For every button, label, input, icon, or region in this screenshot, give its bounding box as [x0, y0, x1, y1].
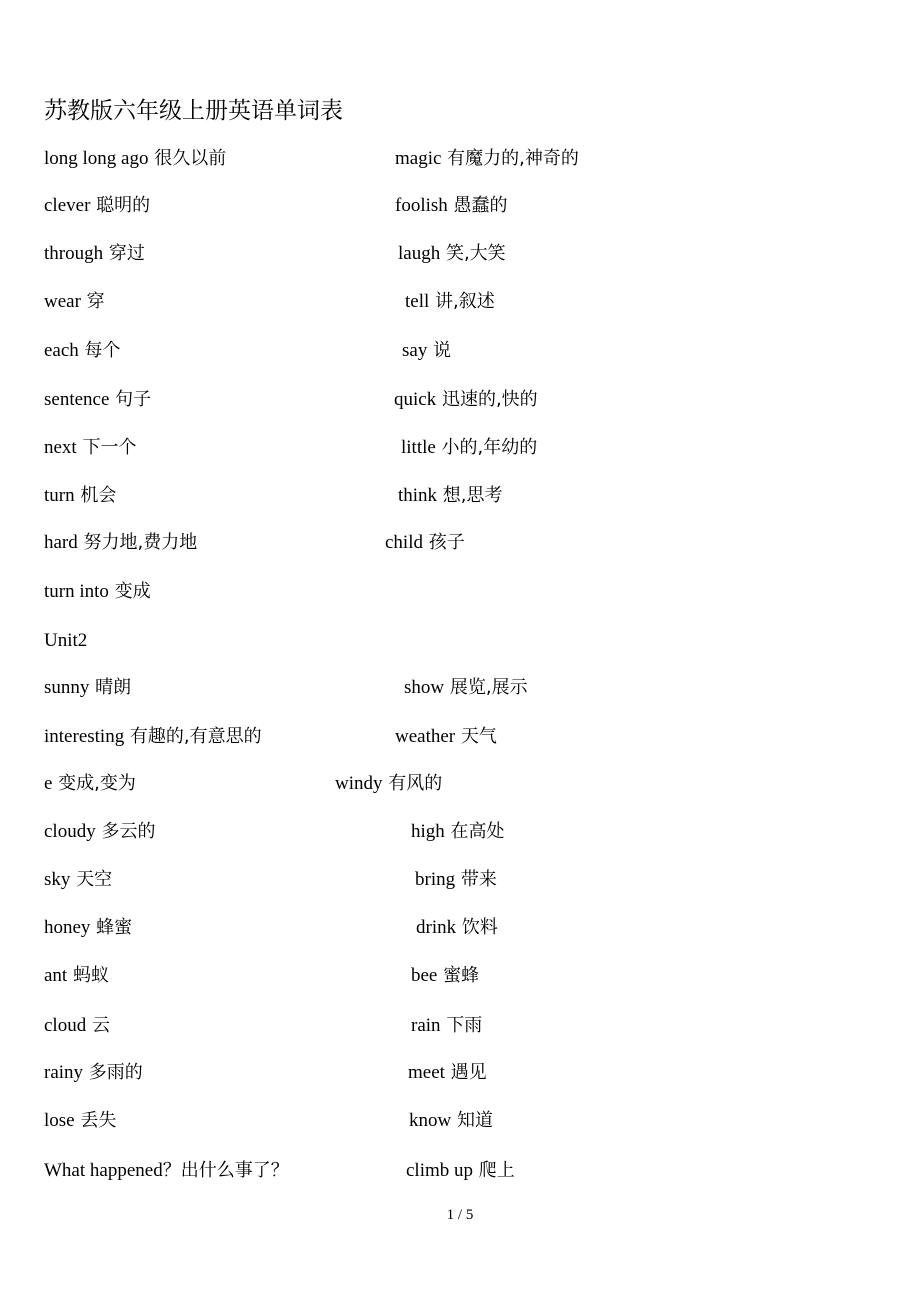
chinese-meaning: 迅速的,快的 — [436, 389, 538, 410]
chinese-meaning: 晴朗 — [89, 677, 132, 698]
english-word: e — [44, 773, 53, 794]
english-word: drink — [416, 917, 457, 938]
english-word: tell — [405, 291, 430, 312]
english-word: clever — [44, 195, 91, 216]
chinese-meaning: 穿过 — [103, 243, 145, 264]
english-word: windy — [335, 773, 383, 794]
english-word: child — [385, 532, 423, 553]
vocab-entry-right — [411, 820, 505, 844]
english-word: bee — [411, 965, 438, 986]
vocab-entry-left — [44, 194, 150, 218]
vocab-entry-left — [44, 147, 226, 171]
english-word: honey — [44, 917, 91, 938]
english-word: each — [44, 340, 79, 361]
english-word: ant — [44, 965, 68, 986]
vocab-entry-right — [411, 1014, 482, 1038]
chinese-meaning: 在高处 — [444, 821, 505, 842]
vocab-entry-right — [394, 388, 538, 412]
english-word: rainy — [44, 1062, 84, 1083]
vocab-entry-right — [409, 1109, 493, 1133]
vocab-entry-right — [395, 194, 508, 218]
chinese-meaning: 孩子 — [423, 532, 465, 553]
english-word: interesting — [44, 726, 125, 747]
vocab-entry-right — [401, 436, 537, 460]
vocab-entry-right — [411, 964, 479, 988]
english-word: sentence — [44, 389, 110, 410]
vocab-entry-left — [44, 820, 155, 844]
vocab-entry-left — [44, 1014, 110, 1038]
chinese-meaning: 讲,叙述 — [429, 291, 495, 312]
english-word: next — [44, 437, 77, 458]
chinese-meaning: 说 — [427, 340, 452, 361]
vocab-entry-left — [44, 1159, 289, 1183]
chinese-meaning: 多云的 — [95, 821, 156, 842]
english-word: rain — [411, 1015, 441, 1036]
vocab-entry-right — [406, 1159, 515, 1183]
english-word: magic — [395, 148, 442, 169]
chinese-meaning: 蜂蜜 — [90, 917, 133, 938]
chinese-meaning: 愚蠢的 — [447, 195, 508, 216]
chinese-meaning: 丢失 — [74, 1110, 117, 1131]
english-word: turn into — [44, 581, 109, 602]
english-word: know — [409, 1110, 452, 1131]
chinese-meaning: 穿 — [80, 291, 105, 312]
vocab-entry-left — [44, 772, 136, 796]
chinese-meaning: 下一个 — [76, 437, 137, 458]
vocab-entry-left — [44, 290, 105, 314]
chinese-meaning: 天气 — [455, 726, 497, 747]
chinese-meaning: 很久以前 — [148, 148, 227, 169]
chinese-meaning: 多雨的 — [83, 1062, 143, 1083]
vocab-entry-left — [44, 242, 145, 266]
english-word: show — [404, 677, 445, 698]
chinese-meaning: 带来 — [455, 869, 497, 890]
english-word: laugh — [398, 243, 441, 264]
chinese-meaning: 蜜蜂 — [437, 965, 480, 986]
english-word: long long ago — [44, 148, 149, 169]
chinese-meaning: 变成,变为 — [52, 773, 136, 794]
chinese-meaning: 云 — [86, 1015, 110, 1036]
chinese-meaning: 句子 — [109, 389, 152, 410]
vocab-entry-left — [44, 484, 116, 508]
english-word: lose — [44, 1110, 75, 1131]
english-word: through — [44, 243, 104, 264]
english-word: little — [401, 437, 436, 458]
vocab-entry-right — [395, 725, 497, 749]
chinese-meaning: 知道 — [451, 1110, 493, 1131]
chinese-meaning: 有风的 — [382, 773, 443, 794]
page-title: 苏教版六年级上册英语单词表 — [44, 98, 343, 124]
english-word: say — [402, 340, 428, 361]
vocab-entry-left — [44, 676, 131, 700]
chinese-meaning: ？出什么事了？ — [162, 1160, 289, 1181]
english-word: sky — [44, 869, 71, 890]
english-word: Unit2 — [44, 630, 88, 651]
english-word: hard — [44, 532, 78, 553]
english-word: wear — [44, 291, 81, 312]
vocab-entry-left — [44, 580, 151, 604]
chinese-meaning: 小的,年幼的 — [435, 437, 538, 458]
english-word: cloudy — [44, 821, 96, 842]
chinese-meaning: 爬上 — [473, 1160, 515, 1181]
english-word: bring — [415, 869, 456, 890]
chinese-meaning: 每个 — [78, 340, 121, 361]
vocab-entry-right — [404, 676, 528, 700]
vocab-entry-right — [398, 242, 506, 266]
vocab-entry-left — [44, 868, 112, 892]
vocab-entry-left — [44, 1109, 116, 1133]
page-number: 1 / 5 — [446, 1207, 474, 1223]
chinese-meaning: 努力地,费力地 — [77, 532, 198, 553]
vocab-entry-left — [44, 531, 197, 555]
vocab-entry-left — [44, 964, 109, 988]
chinese-meaning: 变成 — [108, 581, 151, 602]
english-word: high — [411, 821, 445, 842]
vocab-entry-right — [398, 484, 503, 508]
english-word: sunny — [44, 677, 90, 698]
vocab-entry-left — [44, 339, 121, 363]
vocab-entry-left — [44, 436, 136, 460]
vocab-entry-left — [44, 725, 262, 749]
vocab-entry-right — [395, 147, 579, 171]
chinese-meaning: 有趣的,有意思的 — [124, 726, 262, 747]
vocab-entry-right — [416, 916, 498, 940]
chinese-meaning: 下雨 — [440, 1015, 483, 1036]
vocab-entry-right — [402, 339, 451, 363]
chinese-meaning: 笑,大笑 — [440, 243, 506, 264]
vocab-entry-left — [44, 629, 87, 653]
vocab-entry-left — [44, 916, 132, 940]
english-word: weather — [395, 726, 456, 747]
chinese-meaning: 天空 — [70, 869, 113, 890]
vocab-entry-right — [385, 531, 465, 555]
english-word: cloud — [44, 1015, 87, 1036]
vocab-entry-right — [415, 868, 497, 892]
chinese-meaning: 聪明的 — [90, 195, 151, 216]
chinese-meaning: 机会 — [74, 485, 117, 506]
chinese-meaning: 饮料 — [456, 917, 498, 938]
english-word: climb up — [406, 1160, 474, 1181]
english-word: think — [398, 485, 438, 506]
english-word: quick — [394, 389, 437, 410]
english-word: turn — [44, 485, 75, 506]
chinese-meaning: 蚂蚁 — [67, 965, 109, 986]
vocab-entry-right — [405, 290, 495, 314]
chinese-meaning: 有魔力的,神奇的 — [441, 148, 579, 169]
vocab-entry-right — [408, 1061, 487, 1085]
vocab-entry-right — [335, 772, 442, 796]
english-word: foolish — [395, 195, 448, 216]
vocab-entry-left — [44, 388, 151, 412]
vocab-entry-left — [44, 1061, 143, 1085]
english-word: What happened — [44, 1160, 163, 1181]
chinese-meaning: 想,思考 — [437, 485, 503, 506]
english-word: meet — [408, 1062, 445, 1083]
chinese-meaning: 展览,展示 — [444, 677, 528, 698]
chinese-meaning: 遇见 — [444, 1062, 487, 1083]
